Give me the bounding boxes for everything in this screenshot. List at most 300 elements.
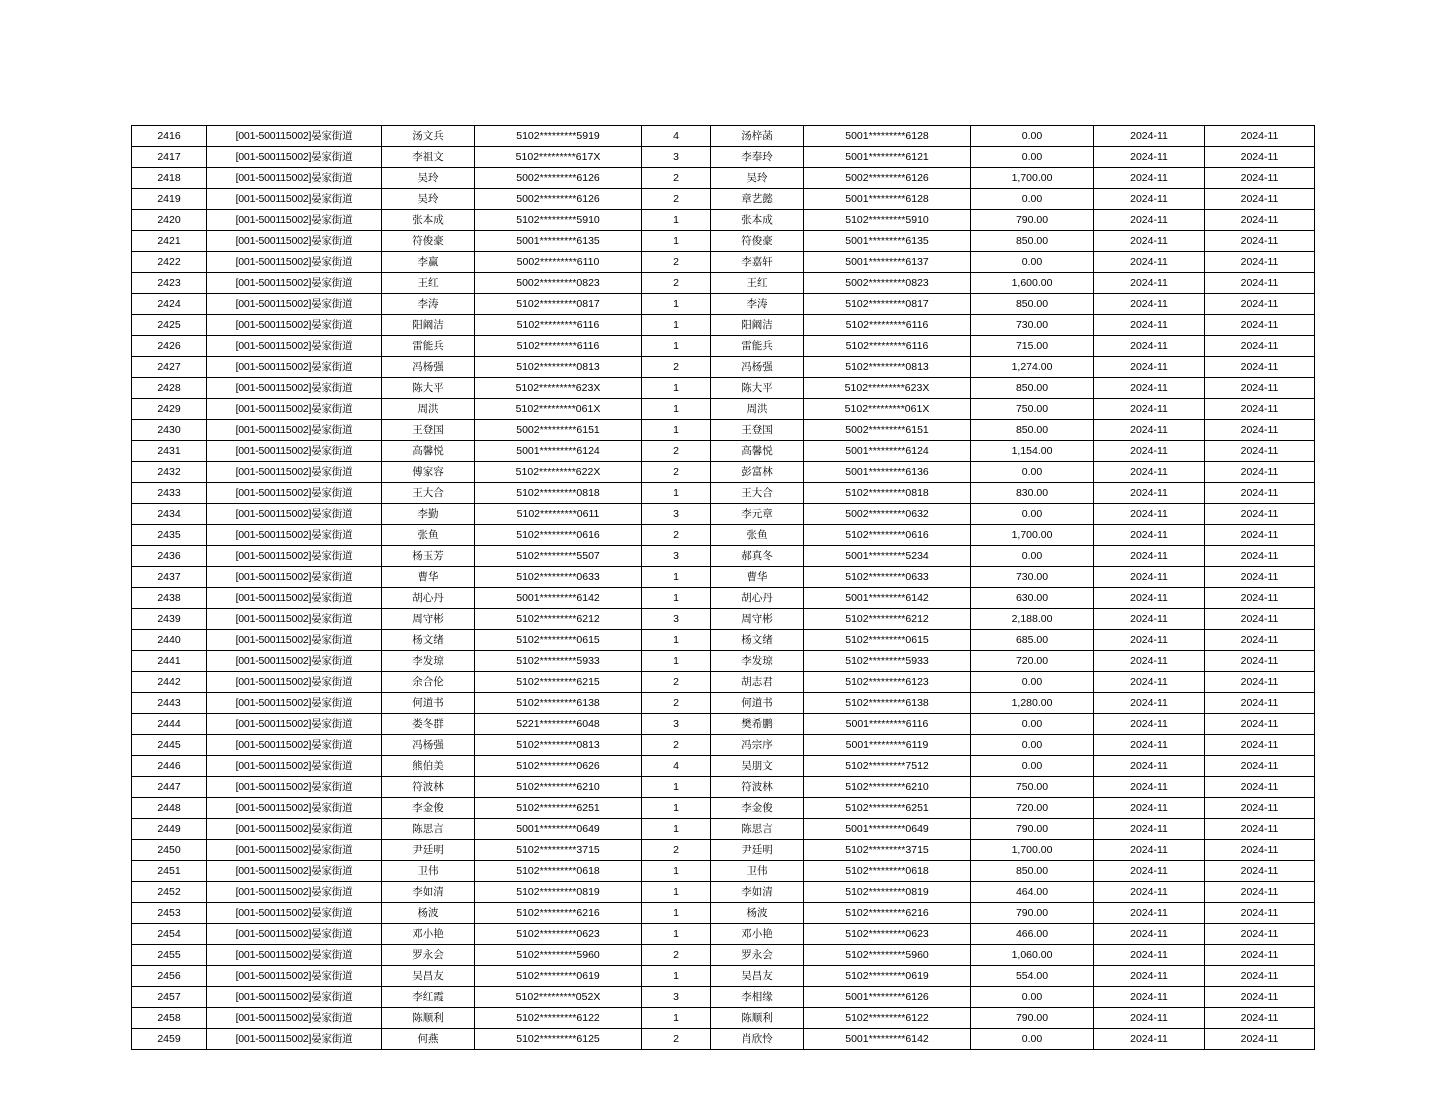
cell-count: 1	[642, 966, 711, 987]
cell-related-name: 周洪	[711, 399, 804, 420]
cell-amount: 1,274.00	[971, 357, 1094, 378]
cell-end-month: 2024-11	[1205, 189, 1315, 210]
cell-seq: 2442	[132, 672, 207, 693]
cell-related-name: 吴玲	[711, 168, 804, 189]
cell-related-id: 5002*********6126	[804, 168, 971, 189]
table-row	[132, 336, 1315, 357]
cell-count: 2	[642, 441, 711, 462]
cell-related-id: 5002*********0632	[804, 504, 971, 525]
cell-related-id: 5102*********0616	[804, 525, 971, 546]
cell-amount: 0.00	[971, 462, 1094, 483]
cell-amount: 715.00	[971, 336, 1094, 357]
cell-org: [001-500115002]晏家街道	[207, 609, 382, 630]
cell-name: 吴玲	[382, 189, 475, 210]
cell-amount: 0.00	[971, 126, 1094, 147]
cell-related-id: 5102*********0633	[804, 567, 971, 588]
cell-related-name: 李奉玲	[711, 147, 804, 168]
cell-org: [001-500115002]晏家街道	[207, 294, 382, 315]
table-row	[132, 126, 1315, 147]
cell-start-month: 2024-11	[1094, 693, 1205, 714]
cell-count: 2	[642, 189, 711, 210]
cell-end-month: 2024-11	[1205, 882, 1315, 903]
table-row	[132, 399, 1315, 420]
cell-end-month: 2024-11	[1205, 840, 1315, 861]
cell-related-id: 5102*********6123	[804, 672, 971, 693]
cell-end-month: 2024-11	[1205, 651, 1315, 672]
cell-related-name: 陈大平	[711, 378, 804, 399]
cell-end-month: 2024-11	[1205, 1029, 1315, 1050]
cell-related-name: 阳阚洁	[711, 315, 804, 336]
cell-org: [001-500115002]晏家街道	[207, 840, 382, 861]
cell-org: [001-500115002]晏家街道	[207, 315, 382, 336]
cell-count: 2	[642, 525, 711, 546]
cell-org: [001-500115002]晏家街道	[207, 861, 382, 882]
cell-related-name: 符波林	[711, 777, 804, 798]
cell-related-name: 吴昌友	[711, 966, 804, 987]
cell-org: [001-500115002]晏家街道	[207, 252, 382, 273]
cell-count: 1	[642, 924, 711, 945]
cell-amount: 790.00	[971, 903, 1094, 924]
cell-org: [001-500115002]晏家街道	[207, 210, 382, 231]
table-row	[132, 735, 1315, 756]
cell-related-name: 李金俊	[711, 798, 804, 819]
cell-count: 2	[642, 945, 711, 966]
cell-id: 5102*********6138	[475, 693, 642, 714]
cell-related-name: 杨波	[711, 903, 804, 924]
cell-org: [001-500115002]晏家街道	[207, 546, 382, 567]
cell-amount: 1,154.00	[971, 441, 1094, 462]
cell-seq: 2430	[132, 420, 207, 441]
cell-related-name: 王大合	[711, 483, 804, 504]
cell-seq: 2455	[132, 945, 207, 966]
table-row	[132, 420, 1315, 441]
cell-end-month: 2024-11	[1205, 294, 1315, 315]
cell-end-month: 2024-11	[1205, 168, 1315, 189]
cell-name: 李发琼	[382, 651, 475, 672]
cell-end-month: 2024-11	[1205, 399, 1315, 420]
cell-end-month: 2024-11	[1205, 903, 1315, 924]
cell-start-month: 2024-11	[1094, 735, 1205, 756]
cell-start-month: 2024-11	[1094, 609, 1205, 630]
cell-related-id: 5102*********6116	[804, 315, 971, 336]
cell-id: 5001*********6135	[475, 231, 642, 252]
cell-amount: 0.00	[971, 987, 1094, 1008]
cell-name: 曹华	[382, 567, 475, 588]
cell-id: 5002*********6126	[475, 189, 642, 210]
cell-start-month: 2024-11	[1094, 231, 1205, 252]
cell-count: 1	[642, 210, 711, 231]
cell-name: 李如清	[382, 882, 475, 903]
cell-org: [001-500115002]晏家街道	[207, 756, 382, 777]
cell-amount: 1,600.00	[971, 273, 1094, 294]
cell-count: 2	[642, 273, 711, 294]
cell-related-name: 何道书	[711, 693, 804, 714]
cell-seq: 2452	[132, 882, 207, 903]
cell-name: 符俊豪	[382, 231, 475, 252]
cell-related-id: 5001*********6124	[804, 441, 971, 462]
table-row	[132, 693, 1315, 714]
cell-related-id: 5102*********0813	[804, 357, 971, 378]
cell-id: 5221*********6048	[475, 714, 642, 735]
cell-related-id: 5102*********3715	[804, 840, 971, 861]
cell-start-month: 2024-11	[1094, 945, 1205, 966]
table-row	[132, 882, 1315, 903]
cell-seq: 2434	[132, 504, 207, 525]
cell-count: 1	[642, 294, 711, 315]
cell-related-id: 5001*********6135	[804, 231, 971, 252]
cell-id: 5102*********5933	[475, 651, 642, 672]
cell-seq: 2449	[132, 819, 207, 840]
cell-count: 1	[642, 651, 711, 672]
cell-related-name: 汤梓菡	[711, 126, 804, 147]
cell-org: [001-500115002]晏家街道	[207, 1029, 382, 1050]
table-row	[132, 462, 1315, 483]
table-row	[132, 609, 1315, 630]
cell-related-name: 王登国	[711, 420, 804, 441]
cell-end-month: 2024-11	[1205, 588, 1315, 609]
cell-end-month: 2024-11	[1205, 420, 1315, 441]
cell-seq: 2447	[132, 777, 207, 798]
cell-end-month: 2024-11	[1205, 525, 1315, 546]
cell-name: 李红霞	[382, 987, 475, 1008]
cell-name: 尹廷明	[382, 840, 475, 861]
cell-amount: 464.00	[971, 882, 1094, 903]
cell-amount: 554.00	[971, 966, 1094, 987]
cell-start-month: 2024-11	[1094, 987, 1205, 1008]
cell-start-month: 2024-11	[1094, 777, 1205, 798]
cell-end-month: 2024-11	[1205, 966, 1315, 987]
cell-id: 5102*********0623	[475, 924, 642, 945]
table-row	[132, 987, 1315, 1008]
cell-org: [001-500115002]晏家街道	[207, 735, 382, 756]
cell-amount: 0.00	[971, 1029, 1094, 1050]
cell-id: 5002*********6151	[475, 420, 642, 441]
cell-amount: 0.00	[971, 189, 1094, 210]
cell-count: 1	[642, 630, 711, 651]
cell-seq: 2426	[132, 336, 207, 357]
cell-org: [001-500115002]晏家街道	[207, 903, 382, 924]
cell-related-id: 5102*********0618	[804, 861, 971, 882]
cell-amount: 0.00	[971, 504, 1094, 525]
cell-count: 1	[642, 315, 711, 336]
table-row	[132, 210, 1315, 231]
cell-related-id: 5001*********6142	[804, 1029, 971, 1050]
cell-seq: 2440	[132, 630, 207, 651]
cell-count: 1	[642, 231, 711, 252]
cell-count: 2	[642, 462, 711, 483]
cell-id: 5102*********6116	[475, 315, 642, 336]
cell-seq: 2419	[132, 189, 207, 210]
cell-related-id: 5102*********6251	[804, 798, 971, 819]
table-row	[132, 168, 1315, 189]
table-row	[132, 231, 1315, 252]
cell-related-name: 雷能兵	[711, 336, 804, 357]
table-row	[132, 945, 1315, 966]
cell-count: 2	[642, 1029, 711, 1050]
cell-start-month: 2024-11	[1094, 357, 1205, 378]
cell-start-month: 2024-11	[1094, 588, 1205, 609]
cell-name: 汤文兵	[382, 126, 475, 147]
cell-id: 5102*********5507	[475, 546, 642, 567]
table-row	[132, 567, 1315, 588]
cell-end-month: 2024-11	[1205, 210, 1315, 231]
cell-amount: 0.00	[971, 252, 1094, 273]
cell-seq: 2458	[132, 1008, 207, 1029]
cell-org: [001-500115002]晏家街道	[207, 273, 382, 294]
cell-related-id: 5102*********6216	[804, 903, 971, 924]
cell-count: 3	[642, 987, 711, 1008]
cell-id: 5102*********0817	[475, 294, 642, 315]
cell-name: 傅家容	[382, 462, 475, 483]
cell-start-month: 2024-11	[1094, 504, 1205, 525]
cell-name: 吴玲	[382, 168, 475, 189]
cell-related-name: 陈思言	[711, 819, 804, 840]
cell-amount: 1,280.00	[971, 693, 1094, 714]
cell-start-month: 2024-11	[1094, 525, 1205, 546]
cell-related-id: 5102*********0619	[804, 966, 971, 987]
cell-related-id: 5001*********0649	[804, 819, 971, 840]
cell-related-name: 罗永会	[711, 945, 804, 966]
cell-start-month: 2024-11	[1094, 273, 1205, 294]
cell-end-month: 2024-11	[1205, 609, 1315, 630]
cell-id: 5102*********0633	[475, 567, 642, 588]
cell-related-name: 张本成	[711, 210, 804, 231]
cell-related-id: 5102*********5933	[804, 651, 971, 672]
cell-id: 5102*********0813	[475, 357, 642, 378]
cell-seq: 2436	[132, 546, 207, 567]
cell-id: 5102*********0611	[475, 504, 642, 525]
cell-name: 李金俊	[382, 798, 475, 819]
cell-id: 5001*********6142	[475, 588, 642, 609]
cell-related-name: 樊希鹏	[711, 714, 804, 735]
cell-id: 5102*********5910	[475, 210, 642, 231]
cell-seq: 2443	[132, 693, 207, 714]
cell-org: [001-500115002]晏家街道	[207, 714, 382, 735]
cell-related-id: 5102*********0623	[804, 924, 971, 945]
cell-related-name: 肖欣怜	[711, 1029, 804, 1050]
cell-end-month: 2024-11	[1205, 147, 1315, 168]
cell-related-name: 李相缘	[711, 987, 804, 1008]
cell-end-month: 2024-11	[1205, 231, 1315, 252]
cell-related-id: 5102*********6122	[804, 1008, 971, 1029]
cell-count: 3	[642, 147, 711, 168]
cell-org: [001-500115002]晏家街道	[207, 798, 382, 819]
cell-seq: 2428	[132, 378, 207, 399]
cell-amount: 850.00	[971, 420, 1094, 441]
table-row	[132, 924, 1315, 945]
cell-related-name: 卫伟	[711, 861, 804, 882]
cell-org: [001-500115002]晏家街道	[207, 651, 382, 672]
cell-related-name: 邓小艳	[711, 924, 804, 945]
cell-seq: 2459	[132, 1029, 207, 1050]
table-row	[132, 189, 1315, 210]
cell-amount: 1,700.00	[971, 168, 1094, 189]
cell-name: 陈思言	[382, 819, 475, 840]
cell-org: [001-500115002]晏家街道	[207, 378, 382, 399]
cell-id: 5102*********622X	[475, 462, 642, 483]
table-row	[132, 861, 1315, 882]
cell-id: 5102*********6116	[475, 336, 642, 357]
table-row	[132, 630, 1315, 651]
cell-related-name: 李元章	[711, 504, 804, 525]
cell-start-month: 2024-11	[1094, 252, 1205, 273]
table-row	[132, 252, 1315, 273]
cell-org: [001-500115002]晏家街道	[207, 924, 382, 945]
cell-related-name: 章艺懿	[711, 189, 804, 210]
cell-end-month: 2024-11	[1205, 336, 1315, 357]
cell-end-month: 2024-11	[1205, 357, 1315, 378]
cell-end-month: 2024-11	[1205, 777, 1315, 798]
cell-count: 1	[642, 903, 711, 924]
cell-id: 5102*********6212	[475, 609, 642, 630]
cell-amount: 830.00	[971, 483, 1094, 504]
cell-related-id: 5001*********6128	[804, 126, 971, 147]
cell-seq: 2450	[132, 840, 207, 861]
cell-org: [001-500115002]晏家街道	[207, 357, 382, 378]
cell-org: [001-500115002]晏家街道	[207, 819, 382, 840]
cell-related-name: 李发琼	[711, 651, 804, 672]
cell-org: [001-500115002]晏家街道	[207, 1008, 382, 1029]
cell-org: [001-500115002]晏家街道	[207, 504, 382, 525]
cell-id: 5102*********0616	[475, 525, 642, 546]
cell-related-name: 李涛	[711, 294, 804, 315]
cell-start-month: 2024-11	[1094, 861, 1205, 882]
cell-id: 5102*********6122	[475, 1008, 642, 1029]
cell-end-month: 2024-11	[1205, 441, 1315, 462]
cell-start-month: 2024-11	[1094, 840, 1205, 861]
cell-related-name: 胡志君	[711, 672, 804, 693]
cell-end-month: 2024-11	[1205, 252, 1315, 273]
cell-start-month: 2024-11	[1094, 399, 1205, 420]
cell-seq: 2416	[132, 126, 207, 147]
cell-org: [001-500115002]晏家街道	[207, 231, 382, 252]
cell-count: 1	[642, 378, 711, 399]
cell-start-month: 2024-11	[1094, 126, 1205, 147]
cell-end-month: 2024-11	[1205, 315, 1315, 336]
cell-related-id: 5001*********6142	[804, 588, 971, 609]
cell-related-id: 5102*********6210	[804, 777, 971, 798]
cell-related-name: 高馨悦	[711, 441, 804, 462]
cell-seq: 2439	[132, 609, 207, 630]
cell-name: 王登国	[382, 420, 475, 441]
cell-count: 1	[642, 777, 711, 798]
cell-count: 1	[642, 399, 711, 420]
cell-id: 5102*********5960	[475, 945, 642, 966]
cell-related-id: 5001*********6119	[804, 735, 971, 756]
cell-related-name: 彭富林	[711, 462, 804, 483]
cell-related-name: 李嘉轩	[711, 252, 804, 273]
table-row	[132, 756, 1315, 777]
cell-start-month: 2024-11	[1094, 420, 1205, 441]
cell-amount: 730.00	[971, 315, 1094, 336]
cell-start-month: 2024-11	[1094, 189, 1205, 210]
table-row	[132, 588, 1315, 609]
cell-amount: 0.00	[971, 714, 1094, 735]
cell-seq: 2422	[132, 252, 207, 273]
cell-start-month: 2024-11	[1094, 483, 1205, 504]
cell-count: 2	[642, 168, 711, 189]
cell-start-month: 2024-11	[1094, 630, 1205, 651]
cell-id: 5102*********5919	[475, 126, 642, 147]
cell-org: [001-500115002]晏家街道	[207, 462, 382, 483]
cell-related-id: 5102*********5960	[804, 945, 971, 966]
cell-seq: 2437	[132, 567, 207, 588]
cell-start-month: 2024-11	[1094, 819, 1205, 840]
cell-amount: 720.00	[971, 651, 1094, 672]
cell-amount: 685.00	[971, 630, 1094, 651]
cell-related-id: 5002*********6151	[804, 420, 971, 441]
cell-related-id: 5102*********0819	[804, 882, 971, 903]
cell-end-month: 2024-11	[1205, 861, 1315, 882]
cell-org: [001-500115002]晏家街道	[207, 525, 382, 546]
cell-name: 罗永会	[382, 945, 475, 966]
cell-end-month: 2024-11	[1205, 483, 1315, 504]
cell-related-id: 5102*********623X	[804, 378, 971, 399]
cell-org: [001-500115002]晏家街道	[207, 882, 382, 903]
cell-start-month: 2024-11	[1094, 210, 1205, 231]
cell-end-month: 2024-11	[1205, 273, 1315, 294]
cell-start-month: 2024-11	[1094, 672, 1205, 693]
cell-related-id: 5001*********6116	[804, 714, 971, 735]
cell-amount: 1,700.00	[971, 525, 1094, 546]
cell-start-month: 2024-11	[1094, 567, 1205, 588]
cell-org: [001-500115002]晏家街道	[207, 420, 382, 441]
cell-amount: 750.00	[971, 399, 1094, 420]
cell-start-month: 2024-11	[1094, 714, 1205, 735]
cell-start-month: 2024-11	[1094, 168, 1205, 189]
cell-related-id: 5102*********6212	[804, 609, 971, 630]
cell-id: 5001*********0649	[475, 819, 642, 840]
cell-name: 娄冬群	[382, 714, 475, 735]
table-row	[132, 273, 1315, 294]
cell-end-month: 2024-11	[1205, 462, 1315, 483]
cell-seq: 2444	[132, 714, 207, 735]
cell-name: 李祖文	[382, 147, 475, 168]
cell-related-id: 5001*********6128	[804, 189, 971, 210]
cell-seq: 2433	[132, 483, 207, 504]
cell-related-name: 冯杨强	[711, 357, 804, 378]
cell-count: 1	[642, 819, 711, 840]
cell-amount: 1,700.00	[971, 840, 1094, 861]
cell-end-month: 2024-11	[1205, 756, 1315, 777]
cell-related-id: 5001*********6137	[804, 252, 971, 273]
cell-end-month: 2024-11	[1205, 798, 1315, 819]
cell-name: 何燕	[382, 1029, 475, 1050]
cell-start-month: 2024-11	[1094, 924, 1205, 945]
cell-related-name: 冯宗序	[711, 735, 804, 756]
cell-count: 1	[642, 483, 711, 504]
table-row	[132, 1029, 1315, 1050]
cell-related-name: 王红	[711, 273, 804, 294]
cell-seq: 2431	[132, 441, 207, 462]
table-row	[132, 819, 1315, 840]
table-row	[132, 903, 1315, 924]
table-row	[132, 441, 1315, 462]
cell-org: [001-500115002]晏家街道	[207, 147, 382, 168]
cell-related-name: 陈顺利	[711, 1008, 804, 1029]
cell-count: 4	[642, 126, 711, 147]
cell-start-month: 2024-11	[1094, 336, 1205, 357]
cell-related-id: 5001*********6126	[804, 987, 971, 1008]
cell-seq: 2453	[132, 903, 207, 924]
cell-related-name: 郝真冬	[711, 546, 804, 567]
cell-start-month: 2024-11	[1094, 966, 1205, 987]
cell-amount: 0.00	[971, 546, 1094, 567]
cell-id: 5102*********6210	[475, 777, 642, 798]
cell-id: 5102*********0813	[475, 735, 642, 756]
cell-start-month: 2024-11	[1094, 147, 1205, 168]
cell-end-month: 2024-11	[1205, 504, 1315, 525]
